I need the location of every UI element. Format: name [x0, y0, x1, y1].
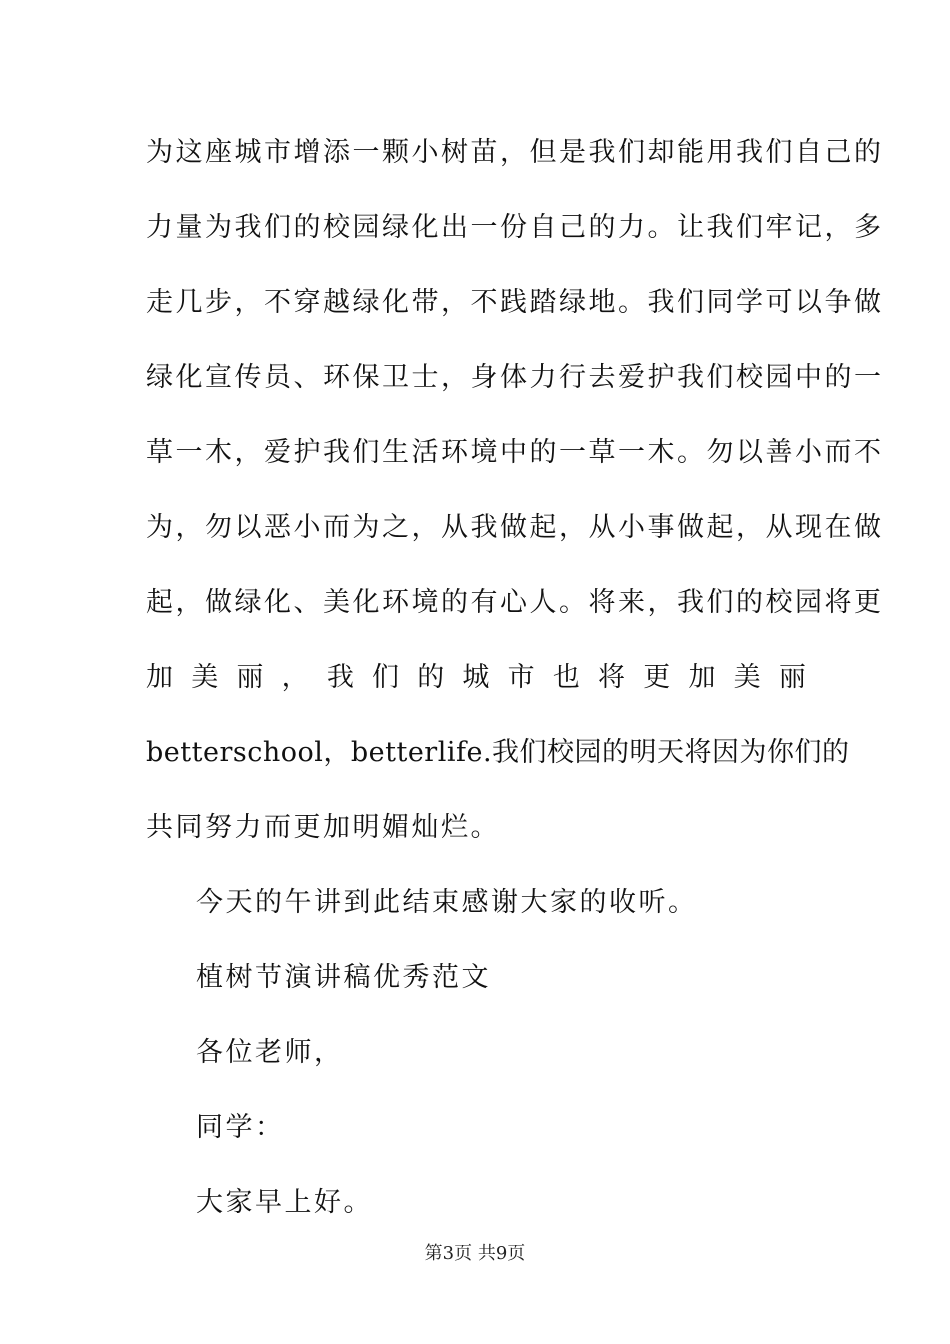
justified-char: 美	[733, 662, 761, 693]
body-line: 共同努力而更加明媚灿烂。	[146, 812, 500, 843]
body-line: 草一木，爱护我们生活环境中的一草一木。勿以善小而不	[146, 437, 884, 468]
justified-char: 们	[372, 662, 400, 693]
closing-paragraph: 今天的午讲到此结束感谢大家的收听。	[196, 887, 698, 918]
justified-char: 丽	[236, 662, 264, 693]
justified-char: 城	[462, 662, 490, 693]
justified-char: 丽	[778, 662, 806, 693]
salutation-students: 同学：	[196, 1112, 285, 1143]
body-line: 绿化宣传员、环保卫士，身体力行去爱护我们校园中的一	[146, 362, 884, 393]
justified-char: 市	[507, 662, 535, 693]
page-number: 第3页 共9页	[424, 1243, 526, 1264]
justified-char: 将	[598, 662, 626, 693]
body-line: 力量为我们的校园绿化出一份自己的力。让我们牢记，多	[146, 212, 884, 243]
body-line: 为这座城市增添一颗小树苗，但是我们却能用我们自己的	[146, 137, 884, 168]
justified-char: 加	[688, 662, 716, 693]
salutation-teachers: 各位老师，	[196, 1037, 344, 1068]
speech-title: 植树节演讲稿优秀范文	[196, 962, 491, 993]
body-line: 走几步，不穿越绿化带，不践踏绿地。我们同学可以争做	[146, 287, 884, 318]
justified-char: 更	[643, 662, 671, 693]
justified-char: 加	[146, 662, 173, 693]
justified-char: ，	[281, 662, 309, 693]
justified-char: 美	[191, 662, 219, 693]
body-line: betterschool，betterlife.我们校园的明天将因为你们的	[146, 737, 850, 768]
justified-char: 的	[417, 662, 445, 693]
justified-char: 也	[552, 662, 580, 693]
greeting: 大家早上好。	[196, 1187, 373, 1218]
body-line: 为，勿以恶小而为之，从我做起，从小事做起，从现在做	[146, 512, 884, 543]
body-line: 起，做绿化、美化环境的有心人。将来，我们的校园将更	[146, 587, 884, 618]
justified-char: 我	[326, 662, 354, 693]
body-line-justified	[146, 662, 806, 694]
